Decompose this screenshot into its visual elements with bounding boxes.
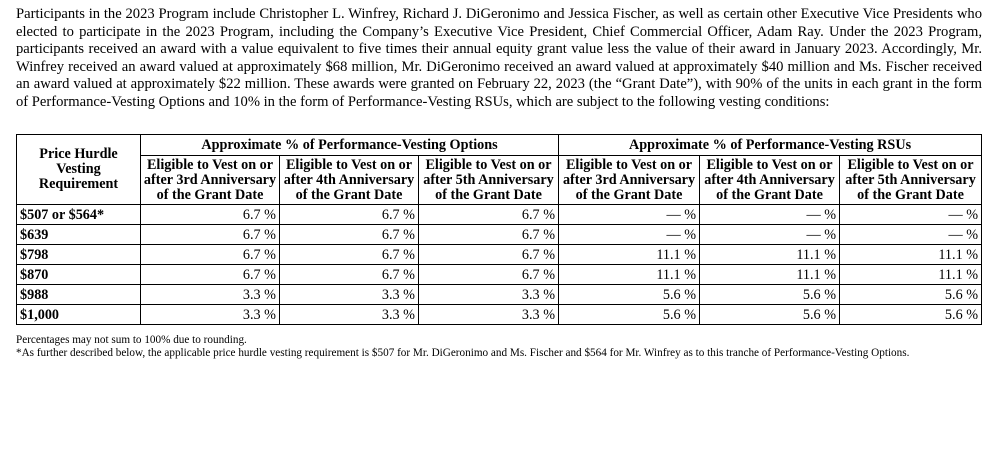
table-cell: 6.7 %	[419, 265, 559, 285]
table-cell: 3.3 %	[280, 305, 419, 325]
options-3rd-anniversary-header: Eligible to Vest on or after 3rd Anniversary of the Grant Date	[141, 156, 280, 205]
table-cell: 5.6 %	[840, 285, 982, 305]
table-row	[17, 245, 982, 265]
table-cell: — %	[559, 225, 700, 245]
table-cell: — %	[840, 225, 982, 245]
price-hurdle-footnote: *As further described below, the applicable price hurdle vesting requirement is $507 for Mr. DiGeronimo and Ms. Fischer and $564 for Mr. Winfrey as to this tranche of Performance-Vesting Options.	[16, 347, 910, 359]
table-cell: 11.1 %	[840, 265, 982, 285]
table-cell: 6.7 %	[280, 225, 419, 245]
row-label: $507 or $564*	[17, 205, 141, 225]
table-cell: 6.7 %	[141, 225, 280, 245]
table-cell: 5.6 %	[559, 305, 700, 325]
table-cell: 6.7 %	[419, 245, 559, 265]
price-hurdle-header: Price Hurdle Vesting Requirement	[17, 135, 141, 205]
options-5th-anniversary-header: Eligible to Vest on or after 5th Anniversary of the Grant Date	[419, 156, 559, 205]
table-cell: 11.1 %	[559, 245, 700, 265]
rounding-note: Percentages may not sum to 100% due to rounding.	[16, 334, 247, 346]
table-cell: — %	[559, 205, 700, 225]
rsus-4th-anniversary-header: Eligible to Vest on or after 4th Anniversary of the Grant Date	[700, 156, 840, 205]
table-cell: — %	[700, 205, 840, 225]
table-cell: 6.7 %	[141, 245, 280, 265]
table-cell: 5.6 %	[840, 305, 982, 325]
rsus-group-header: Approximate % of Performance-Vesting RSUs	[559, 135, 982, 156]
table-cell: 5.6 %	[559, 285, 700, 305]
row-label: $870	[17, 265, 141, 285]
table-row	[17, 305, 982, 325]
table-row	[17, 225, 982, 245]
vesting-table	[16, 134, 982, 325]
row-label: $1,000	[17, 305, 141, 325]
table-cell: 6.7 %	[419, 225, 559, 245]
table-cell: 6.7 %	[419, 205, 559, 225]
table-cell: 3.3 %	[280, 285, 419, 305]
row-label: $639	[17, 225, 141, 245]
table-cell: 6.7 %	[141, 205, 280, 225]
table-row	[17, 265, 982, 285]
options-4th-anniversary-header: Eligible to Vest on or after 4th Anniversary of the Grant Date	[280, 156, 419, 205]
table-notes	[16, 334, 982, 360]
table-cell: 3.3 %	[141, 305, 280, 325]
table-cell: 6.7 %	[141, 265, 280, 285]
row-label: $798	[17, 245, 141, 265]
table-cell: 11.1 %	[700, 245, 840, 265]
table-cell: — %	[700, 225, 840, 245]
options-group-header: Approximate % of Performance-Vesting Options	[141, 135, 559, 156]
table-cell: — %	[840, 205, 982, 225]
table-cell: 11.1 %	[559, 265, 700, 285]
table-cell: 11.1 %	[840, 245, 982, 265]
table-cell: 11.1 %	[700, 265, 840, 285]
table-cell: 5.6 %	[700, 305, 840, 325]
table-cell: 3.3 %	[419, 285, 559, 305]
table-cell: 3.3 %	[419, 305, 559, 325]
intro-paragraph: Participants in the 2023 Program include Christopher L. Winfrey, Richard J. DiGeronimo and Jessica Fischer, as well as certain other Executive Vice Presidents who elected to participate in the 2023 Program, including the Company’s Executive Vice President, Chief Commercial Officer, Adam Ray. Under the 2023 Program, participants received an award with a value equivalent to five times their annual equity grant value less the value of their award in January 2023. Accordingly, Mr. Winfrey received an award valued at approximately $68 million, Mr. DiGeronimo received an award valued at approximately $40 million and Ms. Fischer received an award valued at approximately $22 million. These awards were granted on February 22, 2023 (the “Grant Date”), with 90% of the units in each grant in the form of Performance-Vesting Options and 10% in the form of Performance-Vesting RSUs, which are subject to the following vesting conditions:	[16, 6, 982, 110]
table-cell: 6.7 %	[280, 245, 419, 265]
rsus-5th-anniversary-header: Eligible to Vest on or after 5th Anniversary of the Grant Date	[840, 156, 982, 205]
table-cell: 6.7 %	[280, 265, 419, 285]
rsus-3rd-anniversary-header: Eligible to Vest on or after 3rd Anniversary of the Grant Date	[559, 156, 700, 205]
table-cell: 3.3 %	[141, 285, 280, 305]
table-row	[17, 205, 982, 225]
table-cell: 5.6 %	[700, 285, 840, 305]
table-row	[17, 285, 982, 305]
row-label: $988	[17, 285, 141, 305]
table-cell: 6.7 %	[280, 205, 419, 225]
